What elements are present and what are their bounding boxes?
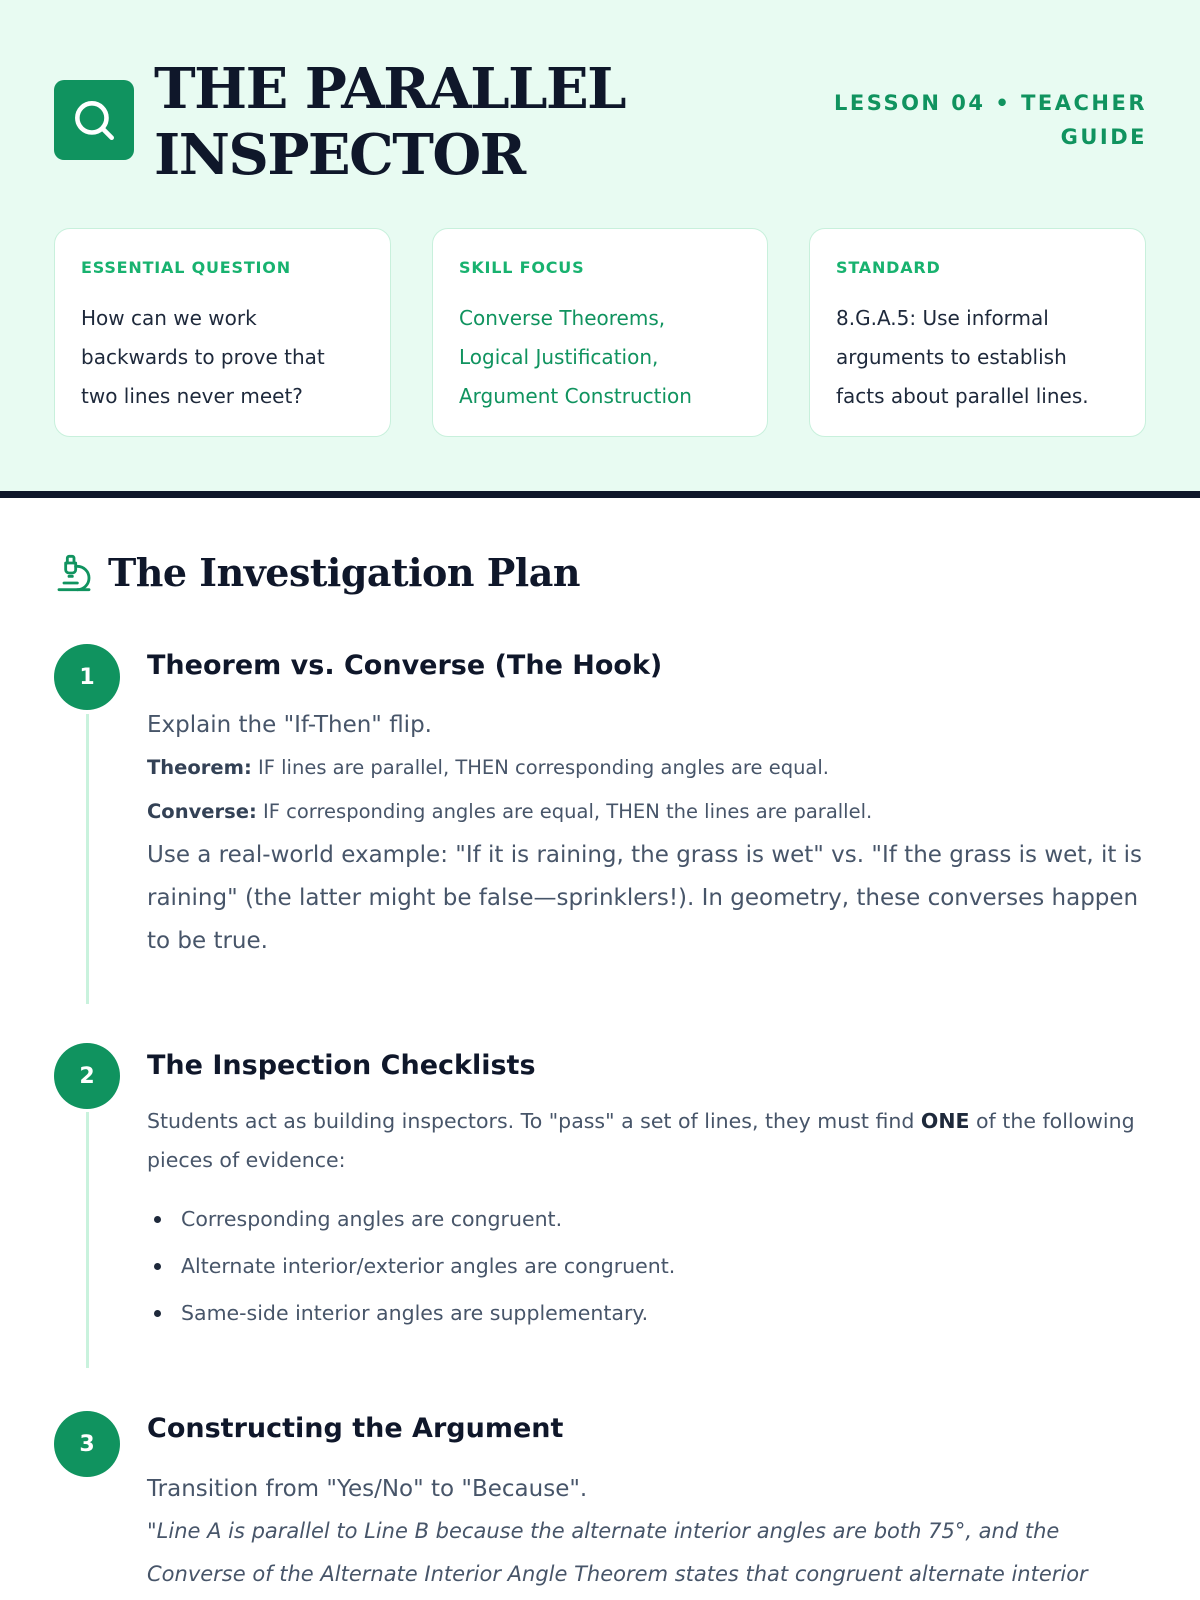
converse-line bbox=[147, 790, 1147, 834]
step-connector bbox=[86, 1112, 89, 1368]
example-quote: "Line A is parallel to Line B because the alternate interior angles are both 75°, and the Converse of the Alternate Interior Angle Theorem states that congruent alternate interior bbox=[147, 1519, 1088, 1586]
card-text: How can we work backwards to prove that two lines never meet? bbox=[81, 306, 325, 408]
card-text: 8.G.A.5: Use informal arguments to establish facts about parallel lines. bbox=[836, 306, 1089, 408]
theorem-line bbox=[147, 746, 1147, 790]
theorem-label: Theorem: bbox=[147, 756, 252, 779]
evidence-list bbox=[147, 1196, 1147, 1337]
step-body bbox=[147, 1468, 1147, 1596]
step-number-badge: 1 bbox=[54, 644, 120, 710]
step-intro bbox=[147, 1102, 1147, 1180]
intro-emphasis: ONE bbox=[920, 1109, 970, 1133]
step-number-badge: 3 bbox=[54, 1411, 120, 1477]
list-item: Alternate interior/exterior angles are congruent. bbox=[147, 1243, 1147, 1290]
converse-text: IF corresponding angles are equal, THEN the lines are parallel. bbox=[256, 800, 873, 823]
step-title: The Inspection Checklists bbox=[147, 1050, 536, 1081]
theorem-text: IF lines are parallel, THEN corresponding angles are equal. bbox=[251, 756, 829, 779]
card-label: SKILL FOCUS bbox=[459, 258, 585, 277]
intro-text: of the following pieces of evidence: bbox=[147, 1109, 1135, 1172]
card-label: ESSENTIAL QUESTION bbox=[81, 258, 291, 277]
list-item: Same-side interior angles are supplementary. bbox=[147, 1290, 1147, 1337]
page-title bbox=[154, 56, 714, 188]
step-body bbox=[147, 1102, 1147, 1337]
step-lead: Transition from "Yes/No" to "Because". bbox=[147, 1476, 588, 1502]
microscope-icon bbox=[54, 553, 94, 593]
title-line-2: INSPECTOR bbox=[154, 122, 525, 188]
intro-text: Students act as building inspectors. To "pass" a set of lines, they must find bbox=[147, 1109, 921, 1133]
logo-badge bbox=[54, 80, 134, 160]
step-title: Theorem vs. Converse (The Hook) bbox=[147, 650, 663, 681]
magnifier-icon bbox=[69, 95, 119, 145]
section-heading bbox=[54, 550, 580, 595]
step-body bbox=[147, 704, 1147, 963]
lesson-tag: LESSON 04 • TEACHER GUIDE bbox=[834, 91, 1147, 149]
standard-card bbox=[809, 228, 1146, 437]
lesson-header bbox=[0, 0, 1200, 492]
section-title: The Investigation Plan bbox=[108, 550, 580, 595]
converse-label: Converse: bbox=[147, 800, 257, 823]
skill-focus-card bbox=[432, 228, 768, 437]
step-lead: Explain the "If-Then" flip. bbox=[147, 712, 432, 738]
card-label: STANDARD bbox=[836, 258, 941, 277]
card-text: Converse Theorems, Logical Justification, Argument Construction bbox=[459, 306, 692, 408]
step-connector bbox=[86, 714, 89, 1004]
step-number-badge: 2 bbox=[54, 1043, 120, 1109]
essential-question-card bbox=[54, 228, 391, 437]
step-title: Constructing the Argument bbox=[147, 1413, 564, 1444]
header-divider bbox=[0, 491, 1200, 498]
list-item: Corresponding angles are congruent. bbox=[147, 1196, 1147, 1243]
real-world-example: Use a real-world example: "If it is raining, the grass is wet" vs. "If the grass is wet, it is raining" (the latter might be false—sprinklers!). In geometry, these converses happen to be true. bbox=[147, 842, 1143, 954]
title-line-1: THE PARALLEL bbox=[154, 56, 626, 122]
